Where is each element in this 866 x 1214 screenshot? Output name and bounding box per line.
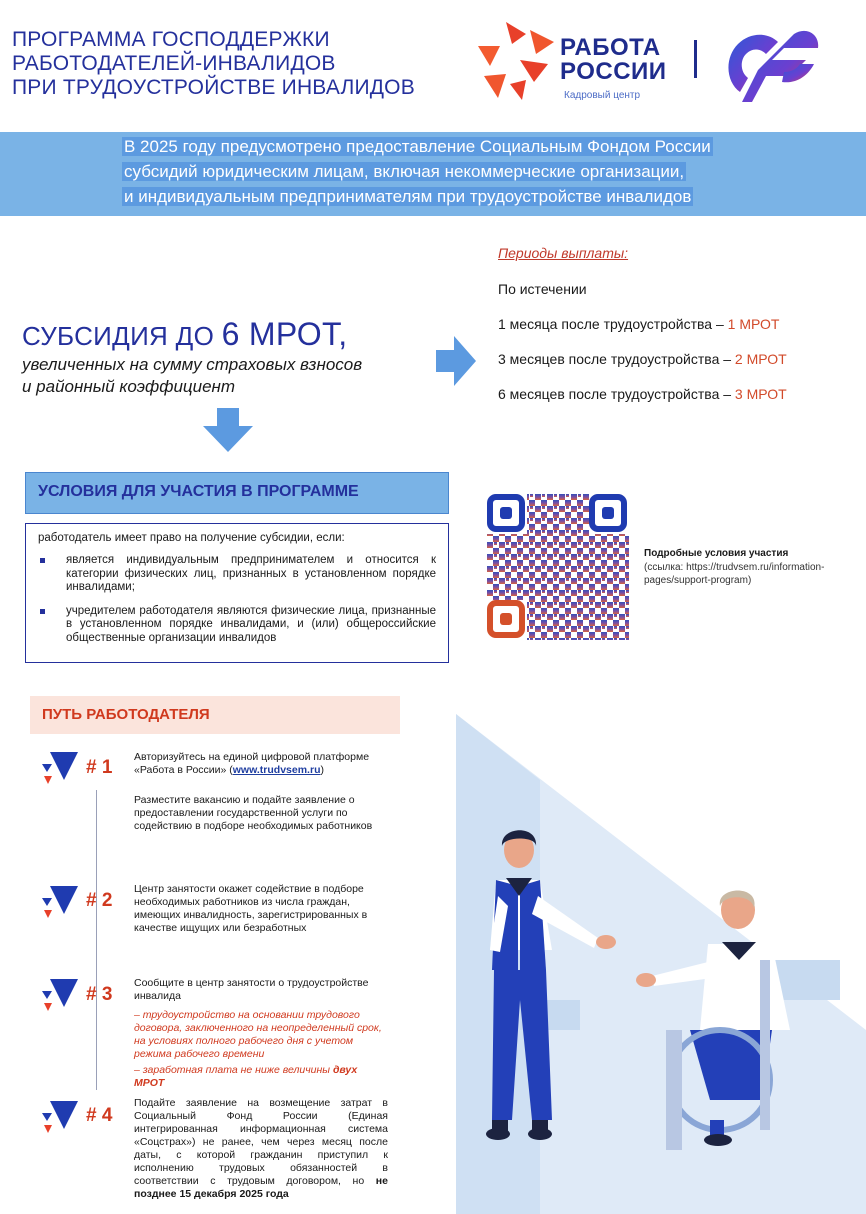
arrow-down-icon xyxy=(203,408,253,452)
path-heading: ПУТЬ РАБОТОДАТЕЛЯ xyxy=(30,696,400,734)
step-2-text: Центр занятости окажет содействие в подборе необходимых работников из числа граждан, имеющих инвалидность, зарегистрированных в качестве ищущих или безработных xyxy=(134,883,368,934)
qr-caption-link[interactable]: (ссылка: https://trudvsem.ru/information-pages/support-program) xyxy=(644,562,825,586)
social-fund-logo-icon xyxy=(722,22,822,104)
qr-code-icon[interactable] xyxy=(487,494,629,640)
logo-divider xyxy=(694,40,697,78)
step-3-number: # 3 xyxy=(86,984,113,1005)
step-3-note-1: – трудоустройство на основании трудового договора, заключенного на неопределенный срок, на условиях полного рабочего дня с учетом режима рабочего времени xyxy=(134,1009,382,1060)
rabota-rossii-subtitle: Кадровый центр xyxy=(564,90,641,101)
title-line-2: РАБОТОДАТЕЛЕЙ-ИНВАЛИДОВ xyxy=(12,52,336,75)
illustration-employees xyxy=(420,700,866,1214)
arrow-right-icon xyxy=(436,336,476,386)
banner-text: В 2025 году предусмотрено предоставление Социальным Фондом России субсидий юридическим лицам, включая некоммерческие организации, и индивидуальным предпринимателям при трудоустройстве инвалидов xyxy=(124,137,711,206)
step-3-text: Сообщите в центр занятости о трудоустройстве инвалида xyxy=(134,977,369,1002)
conditions-heading: УСЛОВИЯ ДЛЯ УЧАСТИЯ В ПРОГРАММЕ xyxy=(25,472,449,514)
period-item: 3 месяцев после трудоустройства – 2 МРОТ xyxy=(498,351,787,367)
timeline-line xyxy=(96,790,97,1090)
trudvsem-link[interactable]: www.trudvsem.ru xyxy=(232,764,321,776)
period-item: 6 месяцев после трудоустройства – 3 МРОТ xyxy=(498,386,787,402)
periods-title: Периоды выплаты: xyxy=(498,245,629,261)
rabota-rossii-wordmark: РАБОТА РОССИИ xyxy=(560,34,667,85)
title-line-1: ПРОГРАММА ГОСПОДДЕРЖКИ xyxy=(12,28,330,51)
conditions-lead: работодатель имеет право на получение субсидии, если: xyxy=(38,532,345,544)
step-1-number: # 1 xyxy=(86,757,113,778)
period-item: 1 месяца после трудоустройства – 1 МРОТ xyxy=(498,316,780,332)
subsidy-subtitle: увеличенных на сумму страховых взносов и районный коэффициент xyxy=(22,355,363,396)
condition-item: является индивидуальным предпринимателем и относится к категории физических лиц, признанных в установленном порядке инвалидами; xyxy=(38,554,436,595)
title-line-3: ПРИ ТРУДОУСТРОЙСТВЕ ИНВАЛИДОВ xyxy=(12,76,415,99)
qr-caption-title: Подробные условия участия xyxy=(644,548,789,559)
step-2-number: # 2 xyxy=(86,890,113,911)
periods-intro: По истечении xyxy=(498,281,587,297)
page-title xyxy=(12,28,462,100)
rabota-rossii-logo-icon xyxy=(476,20,556,100)
subsidy-heading: СУБСИДИЯ ДО 6 МРОТ, xyxy=(22,316,348,352)
step-4-text: Подайте заявление на возмещение затрат в Социальный Фонд России (Единая интегрированная информационная система «Соцстрах») не ранее, чем через месяц после даты, с которой гражданин приступил к исполнению трудовых обязанностей в соответствии с трудовым договором, но не позднее 15 декабря 2025 года xyxy=(134,1097,388,1200)
step-1-text: Авторизуйтесь на единой цифровой платформе «Работа в России» (www.trudvsem.ru) xyxy=(134,751,370,776)
step-4-number: # 4 xyxy=(86,1105,113,1126)
step-1-text-b: Разместите вакансию и подайте заявление о предоставлении государственной услуги по содействию в подборе необходимых работников xyxy=(134,794,373,832)
condition-item: учредителем работодателя являются физические лица, признанные в установленном порядке инвалидами, и (или) общероссийские общественные организации инвалидов xyxy=(38,605,436,646)
step-3-note-2: – заработная плата не ниже величины двух МРОТ xyxy=(134,1064,358,1089)
conditions-box xyxy=(25,523,449,663)
